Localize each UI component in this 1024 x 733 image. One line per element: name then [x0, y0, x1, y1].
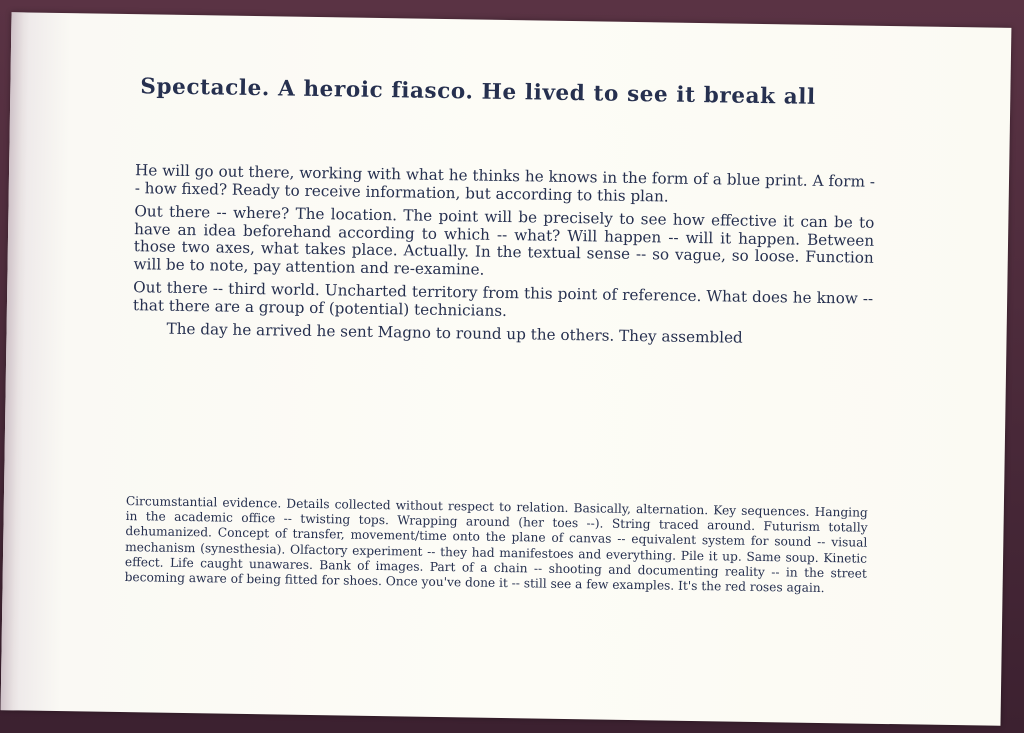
- body-text: [132, 162, 875, 355]
- notes-paragraph: Circumstantial evidence. Details collected without respect to relation. Basically, alternation. Key sequences. Hanging in the academic office -- twisting tops. Wrapping around (her toes --). String traced around. Futurism totally dehumanized. Concept of transfer, movement/time onto the plane of canvas -- equivalent system for sound -- visual mechanism (synesthesia). Olfactory experiment -- they had manifestoes and everything. Pile it up. Same soup. Kinetic effect. Life caught unawares. Bank of images. Part of a chain -- shooting and documenting reality -- in the street becoming aware of being fitted for shoes. Once you've done it -- still see a few examples. It's the red roses again.: [124, 494, 868, 596]
- book-page: [1, 12, 1012, 726]
- body-paragraph: He will go out there, working with what he thinks he knows in the form of a blue print. A form -- how fixed? Ready to receive information, but according to this plan.: [134, 161, 876, 206]
- body-paragraph: The day he arrived he sent Magno to round up the others. They assembled: [166, 319, 743, 347]
- body-paragraph: Out there -- third world. Uncharted territory from this point of reference. What does he know -- that there are a group of (potential) technicians.: [132, 278, 874, 320]
- page-heading: Spectacle. A heroic fiasco. He lived to see it break all: [140, 74, 816, 110]
- body-paragraph: Out there -- where? The location. The point will be precisely to see how effective it can be to have an idea beforehand according to which -- what? Will happen -- will it happen. Between those two axes, what takes place. Actually. In the textual sense -- so vague, so loose. Function will be to note, pay attention and re-examine.: [133, 202, 875, 279]
